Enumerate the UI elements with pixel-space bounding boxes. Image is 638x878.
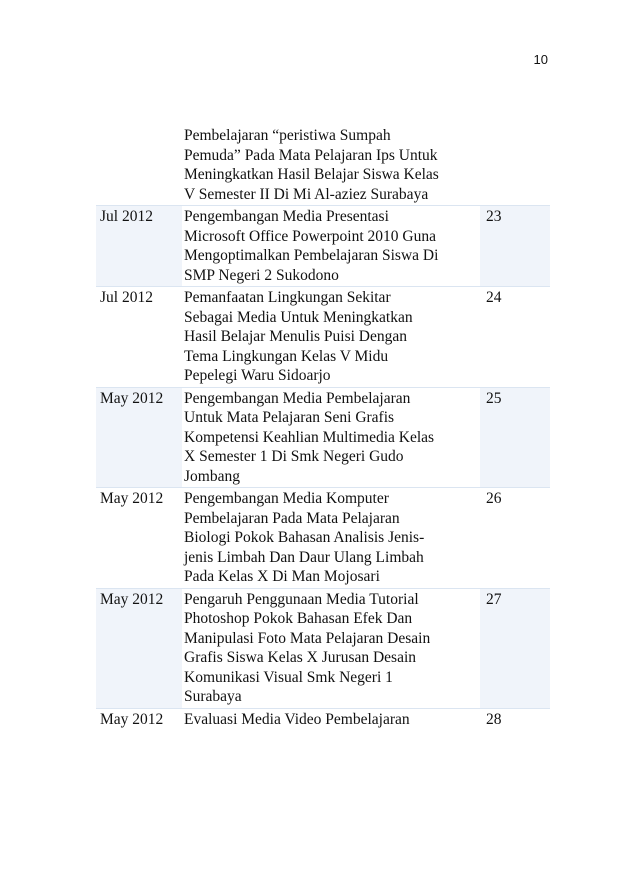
row-title: Pengembangan Media Komputer Pembelajaran Pada Mata Pelajaran Biologi Pokok Bahasan Analisis Jenis- jenis Limbah Dan Daur Ulang Limbah Pada Kelas X Di Man Mojosari	[184, 490, 425, 585]
table-row	[96, 709, 550, 731]
row-title: Evaluasi Media Video Pembelajaran	[184, 710, 410, 728]
table-row	[96, 125, 550, 206]
row-title: Pemanfaatan Lingkungan Sekitar Sebagai Media Untuk Meningkatkan Hasil Belajar Menulis Puisi Dengan Tema Lingkungan Kelas V Midu Pepelegi Waru Sidoarjo	[184, 289, 413, 384]
row-date: May 2012	[100, 710, 164, 728]
row-page-number: 28	[486, 710, 502, 728]
table-row	[96, 388, 550, 489]
row-title: Pengembangan Media Presentasi Microsoft Office Powerpoint 2010 Guna Mengoptimalkan Pembelajaran Siswa Di SMP Negeri 2 Sukodono	[184, 208, 439, 284]
page-number: 10	[533, 52, 548, 67]
table-row	[96, 589, 550, 709]
row-title: Pengaruh Penggunaan Media Tutorial Photoshop Pokok Bahasan Efek Dan Manipulasi Foto Mata Pelajaran Desain Grafis Siswa Kelas X Jurusan Desain Komunikasi Visual Smk Negeri 1 Surabaya	[184, 590, 431, 705]
row-page-number: 25	[480, 388, 550, 488]
row-date	[96, 125, 182, 205]
row-date: Jul 2012	[100, 289, 153, 306]
row-page-number: 23	[480, 206, 550, 286]
row-date: May 2012	[96, 388, 182, 488]
row-page-number	[480, 125, 550, 205]
row-date: May 2012	[100, 490, 164, 507]
row-date: May 2012	[96, 589, 182, 708]
table-row	[96, 488, 550, 589]
table-row	[96, 287, 550, 388]
row-date: Jul 2012	[96, 206, 182, 286]
row-page-number: 26	[486, 490, 502, 507]
row-title: Pengembangan Media Pembelajaran Untuk Mata Pelajaran Seni Grafis Kompetensi Keahlian Multimedia Kelas X Semester 1 Di Smk Negeri Gudo Jombang	[184, 389, 435, 485]
table-row	[96, 206, 550, 287]
row-page-number: 27	[480, 589, 550, 708]
row-title: Pembelajaran “peristiwa Sumpah Pemuda” Pada Mata Pelajaran Ips Untuk Meningkatkan Hasil Belajar Siswa Kelas V Semester II Di Mi Al-aziez Surabaya	[184, 127, 439, 203]
row-page-number: 24	[486, 289, 502, 306]
toc-table	[96, 125, 550, 730]
